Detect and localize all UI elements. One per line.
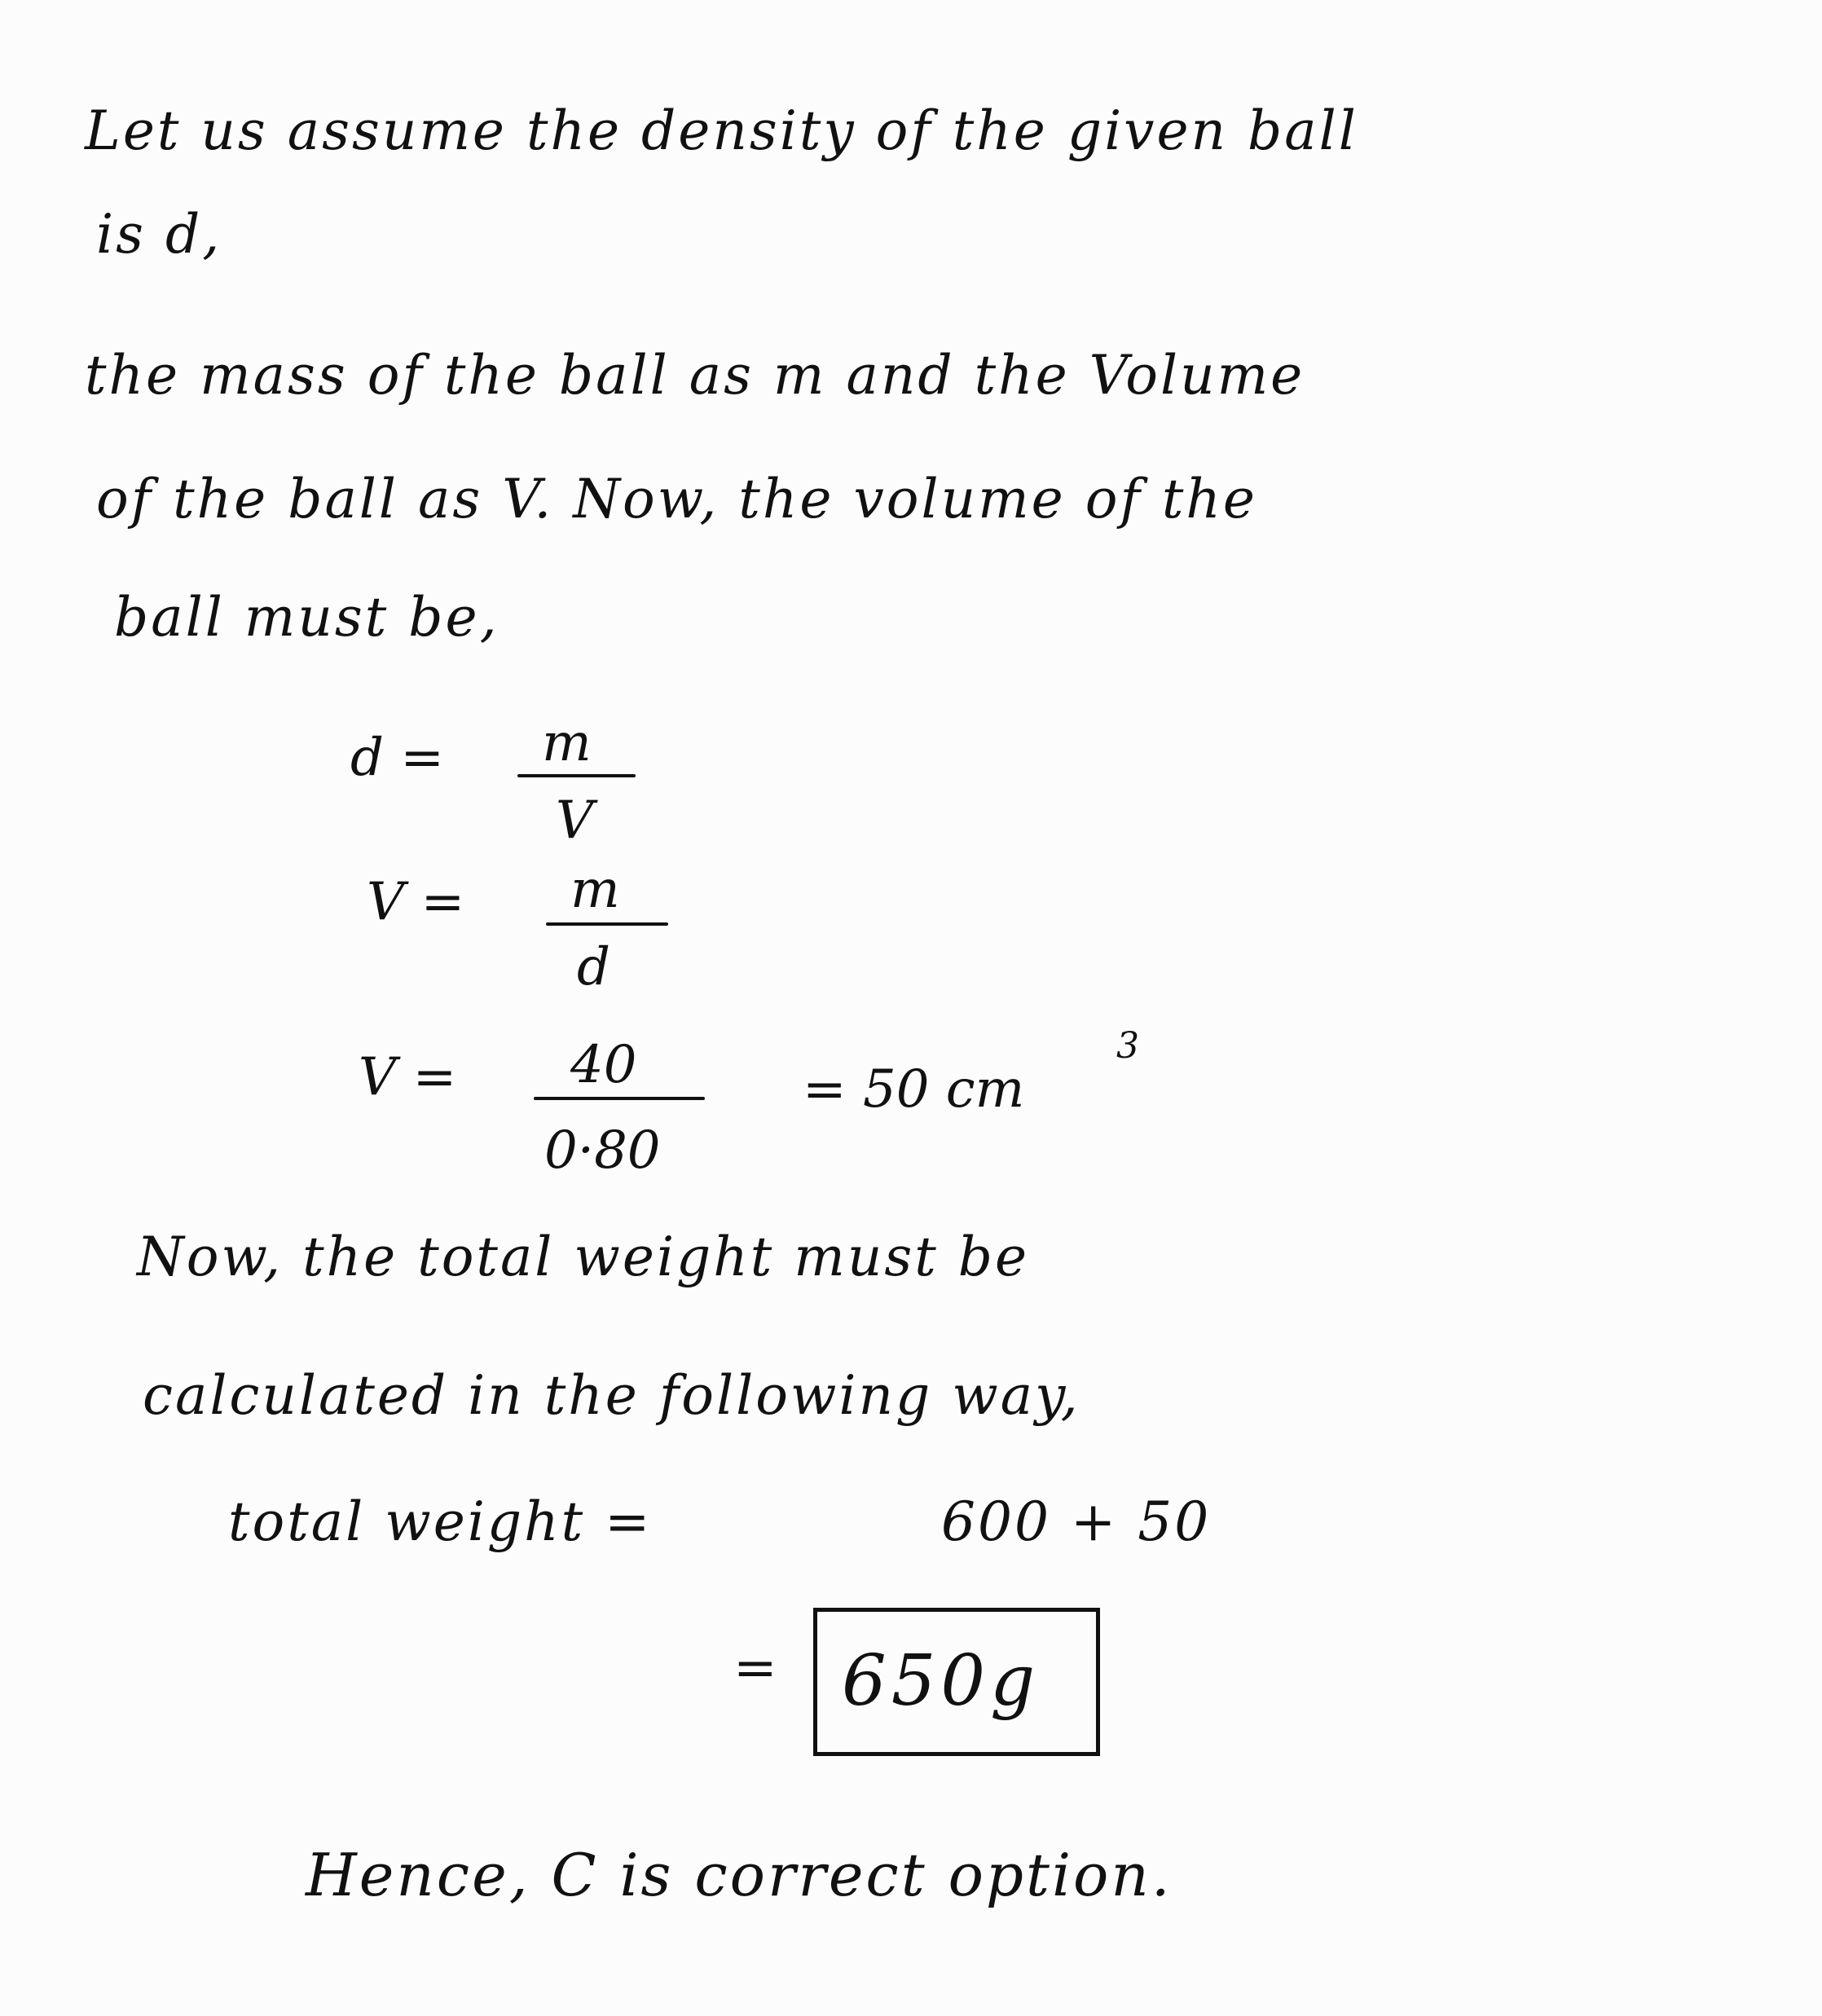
text-line-1: Let us assume the density of the given ball bbox=[85, 99, 1358, 162]
eq3-numerator: 40 bbox=[570, 1035, 637, 1095]
answer-value: 650g bbox=[842, 1640, 1041, 1722]
text-line-6: Now, the total weight must be bbox=[137, 1226, 1030, 1288]
eq3-denominator: 0·80 bbox=[544, 1120, 661, 1181]
eq3-lhs: V = bbox=[359, 1047, 457, 1107]
eq1-fraction-bar bbox=[517, 774, 636, 777]
eq3-fraction-bar bbox=[534, 1097, 705, 1100]
eq3-result: = 50 cm bbox=[803, 1059, 1025, 1120]
text-line-3: the mass of the ball as m and the Volume bbox=[85, 344, 1305, 407]
eq2-denominator: d bbox=[577, 937, 610, 997]
conclusion-line: Hence, C is correct option. bbox=[306, 1841, 1173, 1909]
eq2-fraction-bar bbox=[546, 922, 668, 926]
eq1-lhs: d = bbox=[350, 728, 444, 788]
answer-box bbox=[813, 1608, 1100, 1756]
eq2-numerator: m bbox=[570, 860, 620, 920]
total-weight-label: total weight = bbox=[228, 1490, 653, 1553]
eq1-denominator: V bbox=[556, 790, 594, 851]
text-line-5: ball must be, bbox=[114, 586, 500, 649]
total-weight-expr: 600 + 50 bbox=[941, 1490, 1212, 1553]
text-line-7: calculated in the following way, bbox=[143, 1364, 1080, 1427]
eq1-numerator: m bbox=[542, 713, 592, 773]
answer-equals: = bbox=[733, 1638, 777, 1698]
eq3-exponent: 3 bbox=[1116, 1025, 1139, 1067]
eq2-lhs: V = bbox=[367, 872, 465, 932]
text-line-4: of the ball as V. Now, the volume of the bbox=[96, 468, 1257, 530]
text-line-2: is d, bbox=[96, 203, 222, 266]
